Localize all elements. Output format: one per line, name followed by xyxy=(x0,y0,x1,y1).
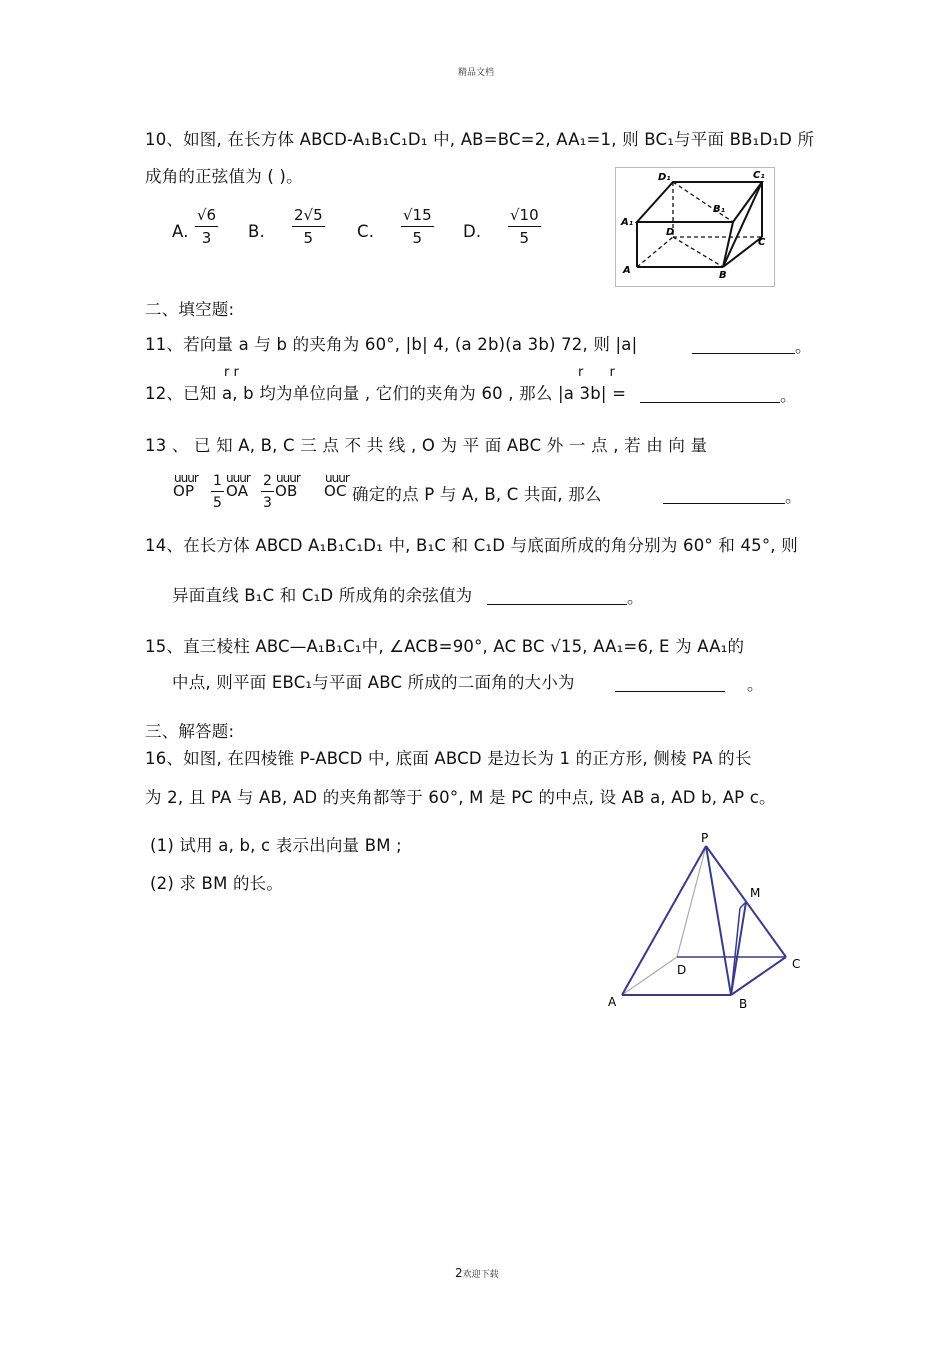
q13-arrow-oc: uuur xyxy=(325,471,349,485)
q14-line1: 14、在长方体 ABCD A₁B₁C₁D₁ 中, B₁C 和 C₁D 与底面所成的角分别为 60° 和 45°, 则 xyxy=(145,536,798,555)
q13-rest: 确定的点 P 与 A, B, C 共面, 那么 xyxy=(352,485,602,504)
q15-period: 。 xyxy=(747,675,764,694)
q12-vector-arrows: r r xyxy=(224,365,239,380)
q10-option-b-num: 2√5 xyxy=(292,208,325,227)
q10-option-b-den: 5 xyxy=(303,229,314,247)
q13-f1-num: 1 xyxy=(211,474,224,492)
q10-option-d-value xyxy=(508,208,541,246)
q16-pyramid-figure xyxy=(600,828,800,1018)
q13-fraction-1 xyxy=(211,474,224,510)
q10-option-d-den: 5 xyxy=(519,229,530,247)
q15-answer-blank xyxy=(615,671,764,695)
q16-line2: 为 2, 且 PA 与 AB, AD 的夹角都等于 60°, M 是 PC 的中点, 设 AB a, AD b, AP c。 xyxy=(145,788,776,807)
q10-option-a-label: A. xyxy=(172,222,189,241)
q10-fig-label-d1: D₁ xyxy=(658,172,671,183)
q10-option-a-den: 3 xyxy=(201,229,212,247)
q16-line1: 16、如图, 在四棱锥 P-ABCD 中, 底面 ABCD 是边长为 1 的正方形, 侧棱 PA 的长 xyxy=(145,749,752,768)
q16-fig-label-m: M xyxy=(750,886,761,900)
q12-period: 。 xyxy=(780,386,797,405)
q10-fig-label-c: C xyxy=(758,237,766,248)
q15-line1: 15、直三棱柱 ABC—A₁B₁C₁中, ∠ACB=90°, AC BC √15, AA₁=6, E 为 AA₁的 xyxy=(145,637,745,656)
q10-line1: 10、如图, 在长方体 ABCD-A₁B₁C₁D₁ 中, AB=BC=2, AA₁=1, 则 BC₁与平面 BB₁D₁D 所 xyxy=(145,130,815,149)
q10-option-d-num: √10 xyxy=(508,208,541,227)
q13-oc: OC xyxy=(324,482,347,500)
q16-fig-label-c: C xyxy=(792,957,800,971)
q10-option-b-label: B. xyxy=(248,222,265,241)
q11-text: 11、若向量 a 与 b 的夹角为 60°, |b| 4, (a 2b)(a 3b) 72, 则 |a| xyxy=(145,335,638,354)
footer-text: 欢迎下载 xyxy=(462,1270,499,1280)
q10-fig-label-a: A xyxy=(623,265,631,276)
q16-fig-label-d: D xyxy=(677,963,687,977)
q16-part1: (1) 试用 a, b, c 表示出向量 BM ; xyxy=(150,836,402,855)
q10-fig-label-b: B xyxy=(719,270,727,281)
q10-option-c-label: C. xyxy=(357,222,375,241)
q13-answer-blank xyxy=(663,483,802,507)
q16-part2: (2) 求 BM 的长。 xyxy=(150,874,284,893)
q12-answer-blank xyxy=(640,382,797,406)
q10-line2: 成角的正弦值为 ( )。 xyxy=(145,167,303,186)
q10-box-figure xyxy=(615,167,775,287)
q13-line1: 13 、 已 知 A, B, C 三 点 不 共 线 , O 为 平 面 ABC 外 一 点 , 若 由 向 量 xyxy=(145,436,708,455)
q10-fig-label-d: D xyxy=(666,227,675,238)
q16-fig-label-a: A xyxy=(608,995,617,1009)
section-3-heading: 三、解答题: xyxy=(145,722,235,741)
q12-vector-arrows-2: r r xyxy=(578,365,615,380)
q10-option-b-value xyxy=(292,208,325,246)
q13-f1-den: 5 xyxy=(213,495,222,511)
q10-option-d-label: D. xyxy=(463,222,482,241)
q14-period: 。 xyxy=(627,588,644,607)
q12-text: 12、已知 a, b 均为单位向量 , 它们的夹角为 60 , 那么 |a 3b| = xyxy=(145,384,627,403)
q13-oa: OA xyxy=(226,482,249,500)
q13-op: OP xyxy=(173,482,195,500)
q14-line2: 异面直线 B₁C 和 C₁D 所成角的余弦值为 xyxy=(172,586,473,605)
page-header: 精品文档 xyxy=(458,68,495,78)
q11-period: 。 xyxy=(795,337,812,356)
q10-option-c-value xyxy=(401,208,434,246)
q13-f2-den: 3 xyxy=(263,495,272,511)
page-footer xyxy=(455,1262,499,1281)
q13-f2-num: 2 xyxy=(261,474,274,492)
q13-fraction-2 xyxy=(261,474,274,510)
q13-ob: OB xyxy=(275,482,298,500)
q16-fig-label-p: P xyxy=(701,831,709,845)
footer-page-number: 2 xyxy=(455,1266,463,1280)
q10-option-c-num: √15 xyxy=(401,208,434,227)
q13-arrow-oa: uuur xyxy=(226,471,250,485)
q10-option-c-den: 5 xyxy=(412,229,423,247)
q10-fig-label-b1: B₁ xyxy=(713,204,726,215)
q10-option-a-value xyxy=(195,208,218,246)
q15-line2: 中点, 则平面 EBC₁与平面 ABC 所成的二面角的大小为 xyxy=(172,673,575,692)
q13-arrow-op: uuur xyxy=(174,471,198,485)
q10-option-a-num: √6 xyxy=(195,208,218,227)
q14-answer-blank xyxy=(487,584,644,608)
section-2-heading: 二、填空题: xyxy=(145,300,235,319)
q11-answer-blank xyxy=(692,333,812,357)
q10-fig-label-a1: A₁ xyxy=(621,217,634,228)
q16-fig-label-b: B xyxy=(739,997,748,1011)
q13-arrow-ob: uuur xyxy=(276,471,300,485)
q13-period: 。 xyxy=(785,487,802,506)
q10-fig-label-c1: C₁ xyxy=(753,170,765,181)
